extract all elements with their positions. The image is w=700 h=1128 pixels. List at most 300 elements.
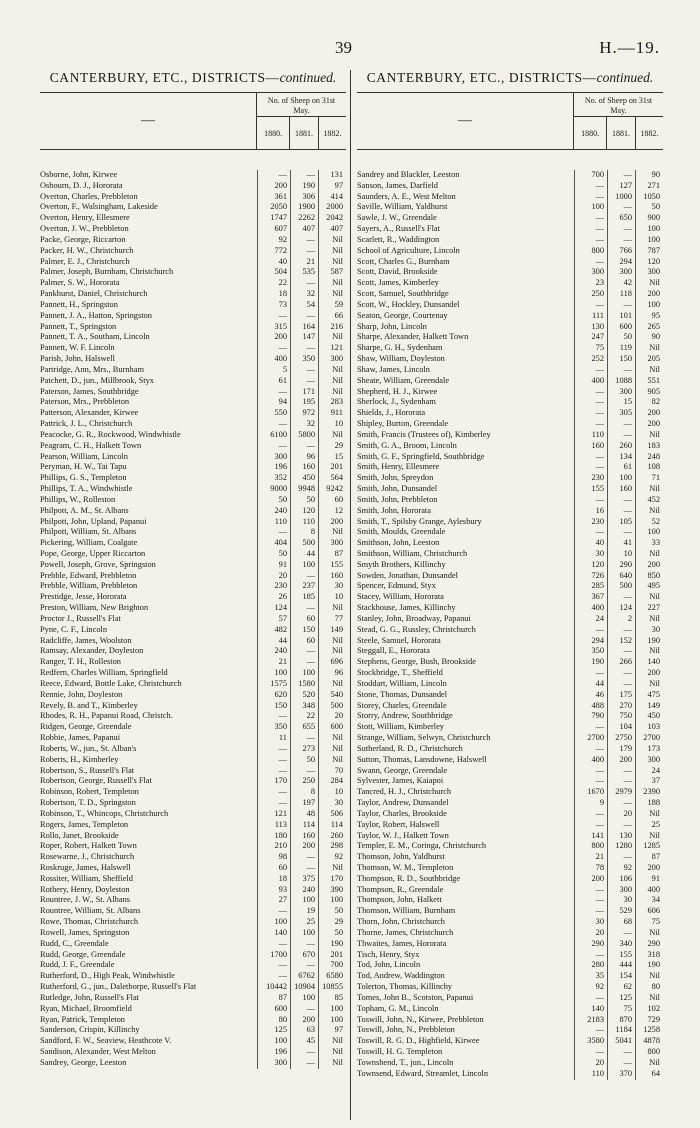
sheep-count-1880: 247 — [574, 332, 607, 343]
sheep-count-1882: 60 — [318, 495, 346, 506]
owner-name: Saunders, A. E., West Melton — [357, 191, 456, 201]
sheep-count-1880: 290 — [574, 939, 607, 950]
sheep-count-1880: 94 — [257, 397, 290, 408]
sheep-count-1880: 350 — [257, 722, 290, 733]
owner-name: Stott, William, Kimberley — [357, 722, 444, 732]
column-divider — [350, 70, 351, 1120]
sheep-count-1880: 20 — [574, 1058, 607, 1069]
owner-name: Sharpe, Alexander, Halkett Town — [357, 332, 469, 342]
table-row — [40, 679, 346, 690]
table-row — [40, 614, 346, 625]
table-row — [357, 278, 663, 289]
sheep-count-1881: 50 — [607, 332, 635, 343]
sheep-count-1880: 40 — [574, 538, 607, 549]
table-row — [357, 354, 663, 365]
table-row — [357, 863, 663, 874]
table-row — [40, 722, 346, 733]
owner-name: Patchett, D., jun., Millbrook, Styx — [40, 375, 154, 385]
sheep-count-1882: 216 — [318, 322, 346, 333]
owner-name: Sandford, F. W., Seaview, Heathcote V. — [40, 1036, 172, 1046]
sheep-count-1882: 506 — [318, 809, 346, 820]
table-row — [40, 246, 346, 257]
owner-name: Parish, John, Halswell — [40, 354, 115, 364]
sheep-count-1882: Nil — [318, 235, 346, 246]
sheep-count-1882: 911 — [318, 408, 346, 419]
sheep-count-1882: 90 — [635, 170, 663, 181]
table-row — [357, 1015, 663, 1026]
owner-name: Rennie, John, Doyleston — [40, 689, 123, 699]
table-row — [40, 950, 346, 961]
owner-name: Toswill, R. G. D., Highfield, Kirwee — [357, 1036, 480, 1046]
sheep-count-1882: 729 — [635, 1015, 663, 1026]
table-row — [40, 895, 346, 906]
sheep-count-1881: 273 — [290, 744, 318, 755]
sheep-count-1881: 54 — [290, 300, 318, 311]
sheep-count-1881: 32 — [290, 419, 318, 430]
owner-name: Thorne, James, Christchurch — [357, 927, 454, 937]
owner-name: Shaw, James, Lincoln — [357, 364, 430, 374]
sheep-count-1881: 972 — [290, 408, 318, 419]
table-row — [40, 311, 346, 322]
sheep-count-1882: 1285 — [635, 841, 663, 852]
table-row — [357, 1058, 663, 1069]
owner-name: Packer, H. W., Christchurch — [40, 245, 134, 255]
sheep-count-1880: 46 — [574, 690, 607, 701]
sheep-count-1880: — — [574, 527, 607, 538]
owner-name: Sutton, Thomas, Lansdowne, Halswell — [357, 754, 487, 764]
owner-name: Ranger, T. H., Rolleston — [40, 657, 121, 667]
owner-name: Sandison, Alexander, West Melton — [40, 1047, 156, 1057]
sheep-count-1880: — — [574, 895, 607, 906]
sheep-count-1880: 350 — [574, 646, 607, 657]
owner-name: Paterson, James, Southbridge — [40, 386, 139, 396]
sheep-count-1882: 80 — [635, 982, 663, 993]
sheep-count-1881: 2750 — [607, 733, 635, 744]
sheep-count-1882: 900 — [635, 213, 663, 224]
sheep-count-1882: Nil — [318, 679, 346, 690]
owner-name: Pannett, J. A., Hatton, Springston — [40, 310, 152, 320]
owner-name: Pannett, H., Springston — [40, 299, 118, 309]
sheep-count-1881: 50 — [290, 755, 318, 766]
sheep-count-1881: — — [290, 235, 318, 246]
owner-name: Shields, J., Hororata — [357, 408, 426, 418]
sheep-count-1881: — — [290, 1004, 318, 1015]
sheep-table-body — [40, 150, 346, 1069]
sheep-count-1882: 200 — [635, 408, 663, 419]
sheep-count-1880: 125 — [257, 1025, 290, 1036]
sheep-count-1880: 26 — [257, 592, 290, 603]
table-row — [40, 711, 346, 722]
owner-name: Rutledge, John, Russell's Flat — [40, 992, 139, 1002]
owner-name: Sharpe, G. H., Sydenham — [357, 343, 443, 353]
sheep-count-1881: — — [290, 246, 318, 257]
sheep-count-1882: 100 — [318, 895, 346, 906]
table-row — [357, 343, 663, 354]
sheep-count-1881: 450 — [290, 473, 318, 484]
table-row — [40, 332, 346, 343]
table-row — [357, 928, 663, 939]
sheep-count-1880: — — [574, 809, 607, 820]
owner-name: Tolerton, Thomas, Killinchy — [357, 982, 453, 992]
sheep-count-1880: — — [257, 387, 290, 398]
sheep-count-1881: 19 — [290, 906, 318, 917]
owner-name: Robinson, Robert, Templeton — [40, 787, 139, 797]
sheep-count-1880: — — [257, 939, 290, 950]
sheep-count-1882: 37 — [635, 776, 663, 787]
table-row — [357, 484, 663, 495]
owner-name: Thompson, John, Halkett — [357, 895, 442, 905]
sheep-count-1881: 2979 — [607, 787, 635, 798]
owner-name: Pannett, T. A., Southam, Lincoln — [40, 332, 150, 342]
sheep-count-1880: 367 — [574, 592, 607, 603]
table-header — [40, 93, 346, 150]
sheep-count-1881: 270 — [607, 701, 635, 712]
sheep-count-1882: 20 — [318, 711, 346, 722]
sheep-count-1881: — — [607, 766, 635, 777]
sheep-count-1882: 75 — [635, 917, 663, 928]
sheep-count-1882: Nil — [635, 679, 663, 690]
sheep-count-1880: — — [574, 213, 607, 224]
owner-name: Tod, Andrew, Waddington — [357, 971, 445, 981]
table-row — [40, 213, 346, 224]
sheep-count-1881: — — [607, 852, 635, 863]
table-row — [40, 928, 346, 939]
sheep-count-1880: 44 — [574, 679, 607, 690]
sheep-count-1880: 111 — [574, 311, 607, 322]
table-row — [40, 527, 346, 538]
sheep-count-1882: 100 — [635, 235, 663, 246]
sheep-count-1881: 2 — [607, 614, 635, 625]
sheep-count-1881: — — [290, 365, 318, 376]
sheep-count-1880: 100 — [257, 1036, 290, 1047]
table-row — [357, 419, 663, 430]
table-row — [357, 809, 663, 820]
sheep-count-1882: 15 — [318, 452, 346, 463]
owner-name: Phillips, G. S., Templeton — [40, 473, 127, 483]
sheep-count-1881: — — [607, 646, 635, 657]
sheep-count-1880: 196 — [257, 1047, 290, 1058]
sheep-count-1882: 300 — [318, 354, 346, 365]
owner-name: Topham, G. M., Lincoln — [357, 1003, 439, 1013]
table-row — [357, 181, 663, 192]
sheep-count-1880: — — [574, 408, 607, 419]
sheep-count-1882: 102 — [635, 1004, 663, 1015]
sheep-count-1882: 30 — [635, 625, 663, 636]
table-row — [357, 744, 663, 755]
owner-name: Rountree, William, St. Albans — [40, 906, 141, 916]
table-row — [40, 181, 346, 192]
table-row — [357, 376, 663, 387]
owner-name: Smith, John, Hororata — [357, 505, 431, 515]
sheep-count-1881: 766 — [607, 246, 635, 257]
sheep-count-1881: — — [290, 170, 318, 181]
owner-name: Saville, William, Yaldhurst — [357, 202, 448, 212]
owner-name: Roper, Robert, Halkett Town — [40, 841, 137, 851]
sheep-count-1882: 606 — [635, 906, 663, 917]
sheep-count-1880: — — [574, 224, 607, 235]
sheep-count-1882: Nil — [318, 744, 346, 755]
sheep-count-1880: — — [257, 755, 290, 766]
sheep-count-1881: 25 — [290, 917, 318, 928]
sheep-count-1881: 41 — [607, 538, 635, 549]
sheep-count-1881: 8 — [290, 787, 318, 798]
sheep-count-1881: 105 — [607, 517, 635, 528]
sheep-count-1880: 600 — [257, 1004, 290, 1015]
sheep-count-1881: 63 — [290, 1025, 318, 1036]
sheep-count-1882: 201 — [318, 462, 346, 473]
owner-name: Overton, Henry, Ellesmere — [40, 213, 130, 223]
sheep-count-1882: 200 — [635, 289, 663, 300]
sheep-count-1882: 160 — [318, 571, 346, 582]
owner-name: Sharp, John, Lincoln — [357, 321, 427, 331]
owner-name: Sheate, William, Greendale — [357, 375, 450, 385]
table-row — [40, 993, 346, 1004]
sheep-count-1880: 80 — [257, 1015, 290, 1026]
owner-name: Scott, W., Hockley, Dunsandel — [357, 299, 460, 309]
table-row — [40, 1047, 346, 1058]
owner-name: Smyth Brothers, Killinchy — [357, 559, 446, 569]
sheep-count-1882: 800 — [635, 1047, 663, 1058]
sheep-count-1880: — — [574, 668, 607, 679]
sheep-count-1880: — — [574, 722, 607, 733]
table-row — [40, 397, 346, 408]
sheep-count-1880: 300 — [574, 267, 607, 278]
owner-name: Proctor J., Russell's Flat — [40, 613, 121, 623]
sheep-count-header — [573, 93, 663, 149]
sheep-count-1881: 22 — [290, 711, 318, 722]
sheep-count-1880: 91 — [257, 560, 290, 571]
sheep-count-1882: 50 — [635, 202, 663, 213]
sheep-count-1880: 11 — [257, 733, 290, 744]
owner-name: Smithson, John, Leeston — [357, 538, 440, 548]
table-row — [357, 755, 663, 766]
sheep-count-1880: 61 — [257, 376, 290, 387]
sheep-count-1881: — — [290, 657, 318, 668]
owner-name: Powell, Joseph, Grove, Springston — [40, 559, 156, 569]
table-row — [357, 982, 663, 993]
table-row — [357, 993, 663, 1004]
table-row — [357, 711, 663, 722]
sheep-count-1882: 300 — [318, 538, 346, 549]
sheep-count-1881: 96 — [290, 452, 318, 463]
sheep-count-1881: 655 — [290, 722, 318, 733]
sheep-count-1881: 101 — [607, 311, 635, 322]
sheep-count-1880: 294 — [574, 636, 607, 647]
owner-name: Seaton, George, Courtenay — [357, 310, 448, 320]
sheep-count-1881: 150 — [607, 354, 635, 365]
sheep-count-1880: 400 — [574, 755, 607, 766]
sheep-count-1880: 57 — [257, 614, 290, 625]
table-row — [357, 408, 663, 419]
owner-name: Smithson, William, Christchurch — [357, 548, 468, 558]
sheep-count-1881: — — [290, 939, 318, 950]
sheep-count-1882: 71 — [635, 473, 663, 484]
table-row — [357, 1025, 663, 1036]
sheep-count-1881: 197 — [290, 798, 318, 809]
sheep-count-1881: 119 — [607, 343, 635, 354]
sheep-count-1880: — — [257, 906, 290, 917]
sheep-count-1882: Nil — [318, 332, 346, 343]
owner-name: Overton, Charles, Prebbleton — [40, 191, 138, 201]
owner-name: Shaw, William, Doyleston — [357, 354, 445, 364]
sheep-count-1881: 100 — [290, 560, 318, 571]
sheep-count-1880: — — [257, 170, 290, 181]
table-row — [357, 841, 663, 852]
sheep-count-1882: 25 — [635, 820, 663, 831]
sheep-count-1882: 500 — [318, 701, 346, 712]
sheep-count-1882: Nil — [318, 257, 346, 268]
owner-name: Townshend, T., jun., Lincoln — [357, 1057, 454, 1067]
owner-name: Sandrey and Blackler, Leeston — [357, 170, 460, 179]
sheep-count-1882: 183 — [635, 441, 663, 452]
owner-name: Smith, John, Dunsandel — [357, 484, 438, 494]
sheep-count-1881: 195 — [290, 397, 318, 408]
sheep-count-1881: — — [607, 495, 635, 506]
sheep-count-1880: — — [257, 441, 290, 452]
table-row — [40, 809, 346, 820]
owner-name: Robbie, James, Papanui — [40, 733, 121, 743]
sheep-count-1881: 240 — [290, 885, 318, 896]
sheep-count-1881: 640 — [607, 571, 635, 582]
sheep-count-1881: — — [290, 278, 318, 289]
sheep-count-1880: 100 — [257, 668, 290, 679]
owner-name: Phillips, W., Rolleston — [40, 494, 116, 504]
table-row — [40, 852, 346, 863]
owner-name: Ridgen, George, Greendale — [40, 722, 132, 732]
table-row — [357, 246, 663, 257]
sheep-count-1881: — — [607, 798, 635, 809]
table-row — [357, 895, 663, 906]
table-row — [357, 776, 663, 787]
table-row — [357, 267, 663, 278]
sheep-count-1882: 173 — [635, 744, 663, 755]
sheep-count-1882: Nil — [635, 365, 663, 376]
sheep-count-1882: 120 — [635, 257, 663, 268]
sheep-count-1882: 29 — [318, 441, 346, 452]
sheep-count-1880: 27 — [257, 895, 290, 906]
sheep-count-1881: 237 — [290, 581, 318, 592]
sheep-count-1882: 4878 — [635, 1036, 663, 1047]
sheep-count-1881: — — [290, 863, 318, 874]
table-row — [357, 657, 663, 668]
owner-name: Tisch, Henry, Styx — [357, 949, 420, 959]
owner-name: Packe, George, Riccarton — [40, 234, 126, 244]
table-row — [357, 462, 663, 473]
table-row — [357, 679, 663, 690]
sheep-count-1880: 98 — [257, 852, 290, 863]
owner-name: Rutherford, G., jun., Daletborpe, Russell's Flat — [40, 982, 197, 992]
sheep-count-1882: 100 — [635, 300, 663, 311]
sheep-count-1882: Nil — [635, 343, 663, 354]
sheep-count-1882: Nil — [318, 646, 346, 657]
owner-name: Smith, John, Spreydon — [357, 473, 434, 483]
table-row — [40, 224, 346, 235]
sheep-count-1881: 5800 — [290, 430, 318, 441]
table-row — [40, 776, 346, 787]
table-row — [40, 192, 346, 203]
owner-name: Rountree, J. W., St. Albans — [40, 895, 131, 905]
table-row — [357, 549, 663, 560]
sheep-count-1881: 500 — [290, 538, 318, 549]
owner-name: Scott, James, Kimberley — [357, 278, 439, 288]
owner-name: Robertson, T. D., Springston — [40, 798, 136, 808]
sheep-count-1882: 82 — [635, 397, 663, 408]
sheep-count-1881: 8 — [290, 527, 318, 538]
sheep-count-1880: 20 — [257, 571, 290, 582]
sheep-count-1882: Nil — [635, 430, 663, 441]
sheep-count-1881: 185 — [290, 592, 318, 603]
owner-name: Partridge, Ann, Mrs., Burnham — [40, 364, 144, 374]
sheep-count-1881: 535 — [290, 267, 318, 278]
sheep-count-1881: — — [607, 170, 635, 181]
sheep-count-1880: — — [574, 192, 607, 203]
table-row — [357, 636, 663, 647]
owner-name: Stone, Thomas, Dunsandel — [357, 689, 448, 699]
sheep-count-1881: 127 — [607, 181, 635, 192]
sheep-count-1880: 240 — [257, 506, 290, 517]
owner-name: Taylor, Robert, Halswell — [357, 819, 440, 829]
sheep-count-1880: — — [574, 744, 607, 755]
sheep-count-1881: — — [607, 527, 635, 538]
sheep-count-1882: 200 — [318, 517, 346, 528]
owner-name: Strange, William, Selwyn, Christchurch — [357, 733, 491, 743]
table-row — [357, 289, 663, 300]
sheep-count-1882: Nil — [318, 376, 346, 387]
owner-name: Osbourn, D. J., Hororata — [40, 180, 123, 190]
sheep-count-1882: 850 — [635, 571, 663, 582]
sheep-count-1882: 2700 — [635, 733, 663, 744]
page-header — [0, 38, 700, 58]
sheep-count-title: No. of Sheep on 31st May. — [574, 93, 663, 117]
sheep-count-1880: 200 — [257, 332, 290, 343]
owner-name: Smith, G. A., Broom, Lincoln — [357, 440, 457, 450]
sheep-count-1882: 201 — [318, 950, 346, 961]
owner-name: Sanson, James, Darfield — [357, 180, 438, 190]
sheep-count-1881: 44 — [290, 549, 318, 560]
sheep-count-1881: — — [607, 202, 635, 213]
table-row — [40, 960, 346, 971]
sheep-count-1881: 200 — [290, 1015, 318, 1026]
owner-name: Roberts, W., jun., St. Alban's — [40, 743, 137, 753]
sheep-count-1880: — — [574, 397, 607, 408]
sheep-count-1882: 30 — [318, 798, 346, 809]
sheep-count-1882: Nil — [635, 928, 663, 939]
sheep-count-1882: 700 — [318, 960, 346, 971]
sheep-count-1882: 100 — [635, 224, 663, 235]
sheep-count-1881: 5041 — [607, 1036, 635, 1047]
sheep-count-1880: — — [257, 343, 290, 354]
table-row — [40, 820, 346, 831]
table-row — [40, 744, 346, 755]
sheep-count-1881: 294 — [607, 257, 635, 268]
sheep-count-1881: 110 — [290, 517, 318, 528]
sheep-count-1882: Nil — [318, 278, 346, 289]
table-row — [357, 571, 663, 582]
table-row — [357, 950, 663, 961]
table-row — [40, 1025, 346, 1036]
table-row — [40, 646, 346, 657]
sheep-count-1881: 45 — [290, 1036, 318, 1047]
sheep-count-1882: 407 — [318, 224, 346, 235]
sheep-count-1881: 350 — [290, 354, 318, 365]
sheep-count-1880: 2700 — [574, 733, 607, 744]
sheep-count-1881: 50 — [290, 495, 318, 506]
sheep-count-1882: 452 — [635, 495, 663, 506]
sheep-count-1880: 488 — [574, 701, 607, 712]
sheep-count-1882: 103 — [635, 722, 663, 733]
owner-name: Palmer, E. J., Christchurch — [40, 256, 130, 266]
sheep-count-1881: 171 — [290, 387, 318, 398]
